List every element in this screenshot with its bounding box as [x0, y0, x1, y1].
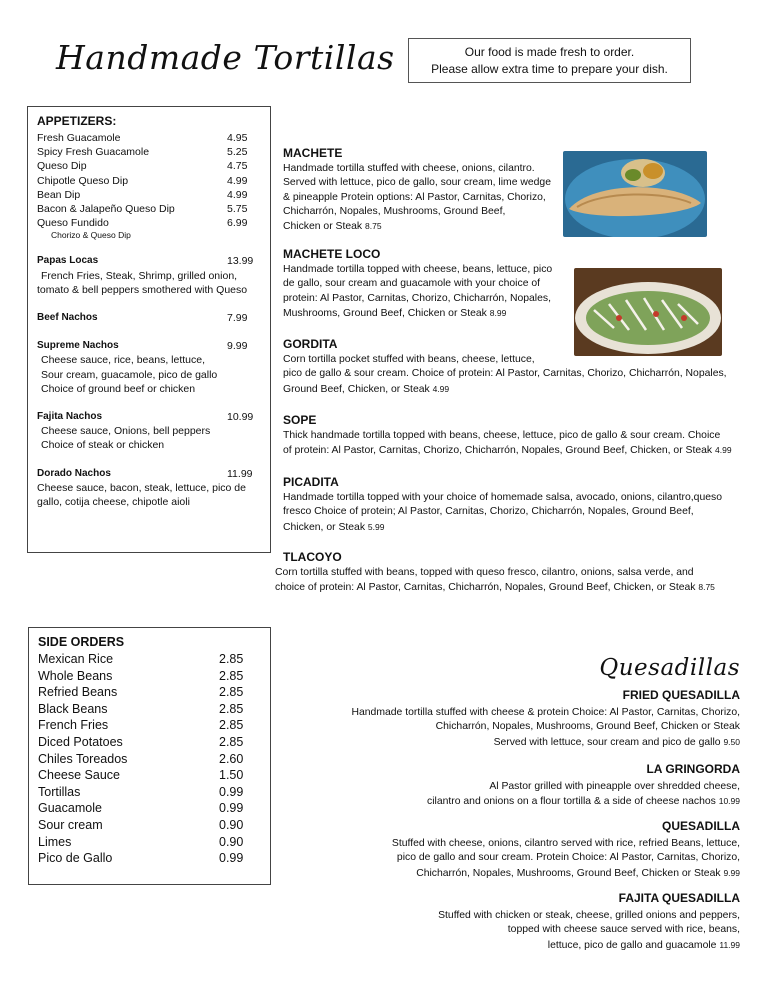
- appetizers-box: [27, 106, 271, 553]
- item-price: 7.99: [227, 312, 248, 325]
- item-name: Bacon & Jalapeño Queso Dip: [37, 203, 175, 216]
- item-desc: Mushrooms, Ground Beef, Chicken or Steak: [283, 307, 487, 319]
- item-name: Refried Beans: [38, 685, 118, 700]
- item-price: 4.99: [715, 445, 732, 456]
- item-price: 8.99: [489, 307, 507, 318]
- item-price: 6.99: [227, 217, 248, 230]
- item-desc: lettuce, pico de gallo and guacamole: [547, 939, 717, 951]
- item-desc: Al Pastor grilled with pineapple over shredded cheese,: [489, 781, 740, 793]
- beef-nachos: [37, 311, 261, 325]
- item-desc: Handmade tortilla topped with cheese, beans, lettuce, pico: [283, 264, 553, 276]
- item-name: Fresh Guacamole: [37, 132, 121, 144]
- item-price: 8.75: [365, 221, 382, 232]
- side-item: [38, 784, 261, 801]
- item-name: FRIED QUESADILLA: [622, 688, 740, 702]
- side-item: [38, 817, 261, 834]
- item-name: Whole Beans: [38, 668, 113, 683]
- item-name: Pico de Gallo: [38, 851, 113, 866]
- item-desc: pico de gallo & sour cream. Choice of protein: Al Pastor, Carnitas, Chorizo, Chicharrón, Nopales,: [283, 368, 727, 380]
- item-price: 5.25: [227, 146, 248, 159]
- item-desc: topped with cheese sauce served with rice, beans,: [507, 924, 740, 936]
- item-price: 4.99: [227, 174, 248, 187]
- side-item: [38, 751, 261, 768]
- menu-item: [37, 188, 261, 202]
- item-desc: Choice of steak or chicken: [41, 439, 165, 452]
- item-price: 0.99: [219, 851, 244, 866]
- sope-item: [283, 413, 763, 459]
- item-desc: Corn tortilla stuffed with beans, topped with queso fresco, cilantro, onions, salsa verde, and: [275, 567, 694, 579]
- item-name: FAJITA QUESADILLA: [618, 891, 740, 905]
- item-desc: Thick handmade tortilla topped with beans, cheese, lettuce, pico de gallo & sour cream. Choice: [283, 430, 721, 442]
- appetizers-heading: APPETIZERS:: [37, 114, 117, 128]
- item-name: Limes: [38, 834, 72, 849]
- menu-item: [37, 202, 261, 216]
- item-desc: Stuffed with chicken or steak, cheese, grilled onions and peppers,: [438, 910, 740, 922]
- item-desc: tomato & bell peppers smothered with Queso: [37, 283, 248, 296]
- item-desc: of protein: Al Pastor, Carnitas, Chorizo, Chicharrón, Nopales, Ground Beef, Chicken, or Steak: [283, 445, 713, 457]
- menu-item: [37, 174, 261, 188]
- item-name: Black Beans: [38, 701, 108, 716]
- item-desc: Ground Beef, Chicken, or Steak: [283, 383, 430, 395]
- item-price: 13.99: [227, 255, 254, 268]
- item-price: 2.85: [219, 652, 244, 666]
- item-name: MACHETE LOCO: [283, 247, 381, 261]
- machete-item: [283, 146, 763, 234]
- item-desc: Choice of ground beef or chicken: [41, 382, 196, 395]
- side-orders-box: [28, 627, 271, 885]
- item-desc: fresco Choice of protein; Al Pastor, Carnitas, Chorizo, Chicharrón, Nopales, Ground Beef,: [283, 506, 694, 518]
- item-price: 9.99: [227, 340, 248, 353]
- item-desc: & pineapple Protein options: Al Pastor, Carnitas, Chorizo,: [283, 191, 546, 203]
- menu-item: [37, 159, 261, 173]
- item-name: SOPE: [283, 413, 317, 427]
- item-price: 2.85: [219, 734, 244, 749]
- item-name: Guacamole: [38, 801, 102, 816]
- side-item: [38, 717, 261, 734]
- item-price: 4.99: [227, 188, 248, 201]
- item-name: Supreme Nachos: [37, 340, 119, 352]
- item-desc: Chicken, or Steak: [283, 521, 366, 533]
- item-price: 4.95: [227, 132, 248, 144]
- fresh-order-notice: [408, 38, 691, 83]
- menu-item: [37, 216, 261, 230]
- item-name: QUESADILLA: [662, 819, 740, 833]
- item-price: 10.99: [227, 411, 254, 424]
- item-name: Mexican Rice: [38, 652, 114, 666]
- item-name: Sour cream: [38, 817, 103, 832]
- item-desc: Chicharrón, Nopales, Mushrooms, Ground Beef,: [283, 205, 506, 217]
- item-name: LA GRINGORDA: [646, 762, 740, 776]
- item-price: 1.50: [219, 768, 244, 783]
- item-name: Fajita Nachos: [37, 411, 103, 423]
- item-desc: Cheese sauce, rice, beans, lettuce,: [41, 354, 206, 367]
- item-price: 4.99: [432, 383, 450, 394]
- item-price: 4.75: [227, 160, 248, 173]
- item-price: 5.75: [227, 203, 248, 216]
- item-price: 2.60: [219, 751, 244, 766]
- item-name: Chipotle Queso Dip: [37, 174, 129, 187]
- quesadilla-item: [300, 819, 740, 881]
- item-name: French Fries: [38, 718, 109, 733]
- item-desc: Chicharrón, Nopales, Mushrooms, Ground Beef, Chicken or Steak: [435, 721, 740, 733]
- item-price: 0.90: [219, 817, 244, 832]
- item-desc: protein: Al Pastor, Carnitas, Chorizo, Chicharrón, Nopales,: [283, 292, 551, 304]
- notice-line-1: Our food is made fresh to order.: [464, 45, 635, 59]
- item-desc: Served with lettuce, sour cream and pico de gallo: [493, 736, 721, 748]
- item-desc: gallo, cotija cheese, chipotle aioli: [37, 496, 190, 509]
- item-price: 11.99: [719, 939, 740, 950]
- item-desc: Served with lettuce, pico de gallo, sour cream, lime wedge: [283, 177, 551, 189]
- item-desc: Handmade tortilla topped with your choice of homemade salsa, avocado, onions, cilantro,queso: [283, 492, 722, 504]
- supreme-nachos: [37, 339, 261, 396]
- item-desc: Corn tortilla pocket stuffed with beans, cheese, lettuce,: [283, 354, 535, 366]
- item-price: 2.85: [219, 685, 244, 700]
- item-desc: Chicharrón, Nopales, Mushrooms, Ground Beef, Chicken or Steak: [416, 867, 721, 879]
- item-name: Papas Locas: [37, 255, 99, 267]
- item-name: MACHETE: [283, 146, 343, 160]
- fundido-note: Chorizo & Queso Dip: [51, 230, 131, 241]
- item-name: Diced Potatoes: [38, 734, 123, 749]
- item-price: 11.99: [227, 467, 253, 480]
- fajita-quesadilla-item: [300, 891, 740, 953]
- item-price: 9.99: [723, 867, 740, 878]
- fajita-nachos: [37, 410, 261, 453]
- item-price: 0.99: [219, 784, 244, 799]
- item-name: Queso Fundido: [37, 217, 109, 230]
- side-item: [38, 668, 261, 685]
- item-price: 0.90: [219, 834, 244, 849]
- item-desc: Chicken or Steak: [283, 221, 363, 233]
- item-price: 5.99: [367, 521, 385, 532]
- side-orders-heading: SIDE ORDERS: [38, 635, 125, 649]
- side-item: [38, 834, 261, 851]
- fried-quesadilla-item: [300, 688, 740, 750]
- gordita-item: [283, 337, 763, 397]
- item-desc: cilantro and onions on a flour tortilla & a side of cheese nachos: [427, 796, 716, 808]
- side-item: [38, 651, 261, 668]
- item-price: 10.99: [718, 796, 740, 807]
- item-price: 2.85: [219, 668, 244, 683]
- item-name: Beef Nachos: [37, 312, 98, 324]
- item-price: 9.50: [723, 736, 740, 747]
- side-item: [38, 850, 261, 867]
- machete-loco-item: [283, 247, 763, 321]
- papas-locas: [37, 254, 261, 297]
- item-price: 0.99: [219, 801, 244, 816]
- picadita-item: [283, 475, 763, 535]
- page-title: Handmade Tortillas: [56, 38, 395, 77]
- item-name: PICADITA: [283, 475, 339, 489]
- item-desc: Sour cream, guacamole, pico de gallo: [41, 368, 218, 381]
- side-item: [38, 734, 261, 751]
- side-item: [38, 767, 261, 784]
- item-name: Tortillas: [38, 784, 81, 799]
- quesadillas-heading: Quesadillas: [599, 655, 740, 681]
- item-name: Queso Dip: [37, 160, 87, 173]
- menu-item: [37, 145, 261, 159]
- item-desc: Handmade tortilla stuffed with cheese, onions, cilantro.: [283, 163, 535, 175]
- item-name: Chiles Toreados: [38, 751, 128, 766]
- item-name: Bean Dip: [37, 188, 81, 201]
- item-desc: choice of protein: Al Pastor, Carnitas, Chicharrón, Nopales, Ground Beef, Chicken, or Steak: [275, 582, 696, 594]
- item-name: Cheese Sauce: [38, 768, 121, 783]
- item-name: Dorado Nachos: [37, 467, 111, 479]
- side-item: [38, 800, 261, 817]
- item-desc: pico de gallo and sour cream. Protein Choice: Al Pastor, Carnitas, Chorizo,: [396, 852, 740, 864]
- menu-item: [37, 131, 261, 145]
- item-desc: Handmade tortilla stuffed with cheese & protein Choice: Al Pastor, Carnitas, Chorizo,: [351, 707, 740, 719]
- dorado-nachos: [37, 467, 261, 510]
- side-item: [38, 701, 261, 718]
- la-gringorda-item: [300, 762, 740, 810]
- item-desc: Stuffed with cheese, onions, cilantro served with rice, refried Beans, lettuce,: [391, 838, 740, 850]
- item-price: 8.75: [698, 582, 715, 593]
- side-item: [38, 684, 261, 701]
- item-price: 2.85: [219, 718, 244, 733]
- item-desc: Cheese sauce, Onions, bell peppers: [41, 425, 211, 438]
- notice-line-2: Please allow extra time to prepare your dish.: [431, 62, 668, 76]
- item-price: 2.85: [219, 701, 244, 716]
- tlacoyo-item: [275, 550, 755, 596]
- item-name: Spicy Fresh Guacamole: [37, 146, 150, 159]
- item-desc: Cheese sauce, bacon, steak, lettuce, pico de: [37, 481, 246, 494]
- item-name: TLACOYO: [283, 550, 342, 564]
- item-desc: de gallo, sour cream and guacamole with your choice of: [283, 278, 541, 290]
- item-desc: French Fries, Steak, Shrimp, grilled onion,: [41, 269, 238, 282]
- item-name: GORDITA: [283, 337, 338, 351]
